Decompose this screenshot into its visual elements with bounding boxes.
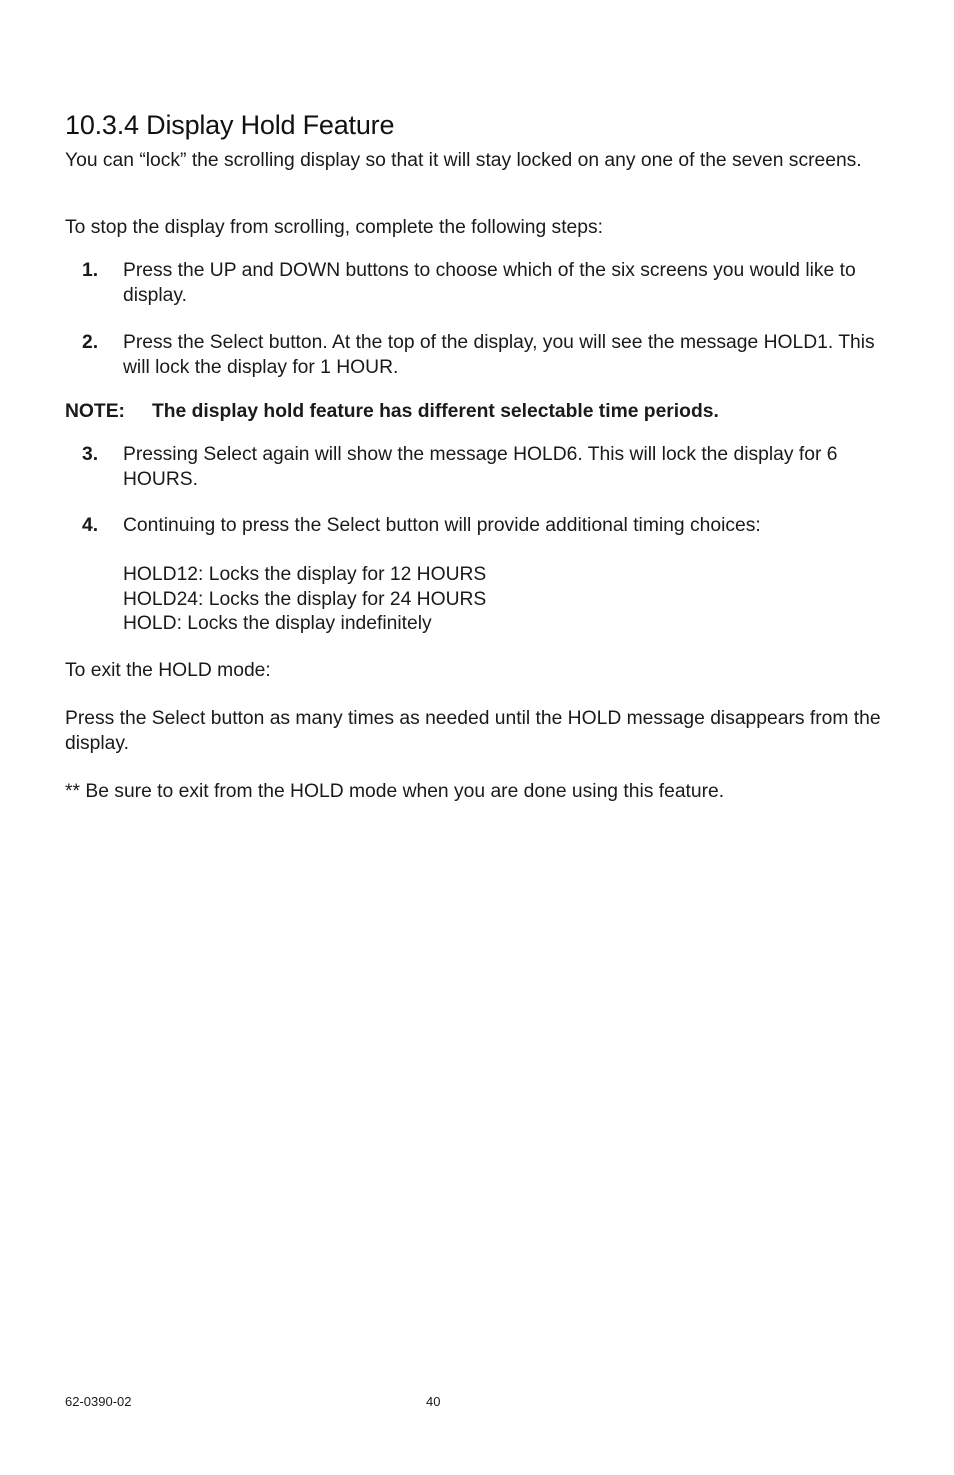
exit-heading: To exit the HOLD mode:	[65, 660, 271, 681]
hold-option: HOLD: Locks the display indefinitely	[123, 613, 432, 634]
intro-paragraph: You can “lock” the scrolling display so that it will stay locked on any one of the seven screens.	[65, 150, 862, 171]
step-text: Continuing to press the Select button will provide additional timing choices:	[123, 515, 761, 536]
note-label: NOTE:	[65, 401, 125, 422]
step-text: Press the Select button. At the top of the display, you will see the message HOLD1. This will lock the display for 1 HOUR.	[123, 332, 875, 378]
hold-option: HOLD12: Locks the display for 12 HOURS	[123, 564, 487, 585]
hold-options-list	[123, 563, 486, 637]
lead-in-paragraph: To stop the display from scrolling, complete the following steps:	[65, 217, 603, 238]
step-text: Press the UP and DOWN buttons to choose which of the six screens you would like to display.	[123, 260, 856, 306]
page-number: 40	[426, 1394, 441, 1409]
document-number: 62-0390-02	[65, 1394, 132, 1409]
hold-option: HOLD24: Locks the display for 24 HOURS	[123, 588, 487, 610]
step-number: 3.	[82, 444, 99, 465]
exit-instruction: Press the Select button as many times as needed until the HOLD message disappears from the display.	[65, 708, 881, 754]
note-text: The display hold feature has different selectable time periods.	[152, 401, 719, 422]
step-number: 2.	[82, 332, 99, 353]
step-number: 1.	[82, 260, 99, 281]
exit-reminder: ** Be sure to exit from the HOLD mode when you are done using this feature.	[65, 781, 725, 802]
section-title: 10.3.4 Display Hold Feature	[65, 110, 395, 140]
step-text: Pressing Select again will show the message HOLD6. This will lock the display for 6 HOURS.	[123, 444, 838, 490]
step-number: 4.	[82, 515, 99, 536]
